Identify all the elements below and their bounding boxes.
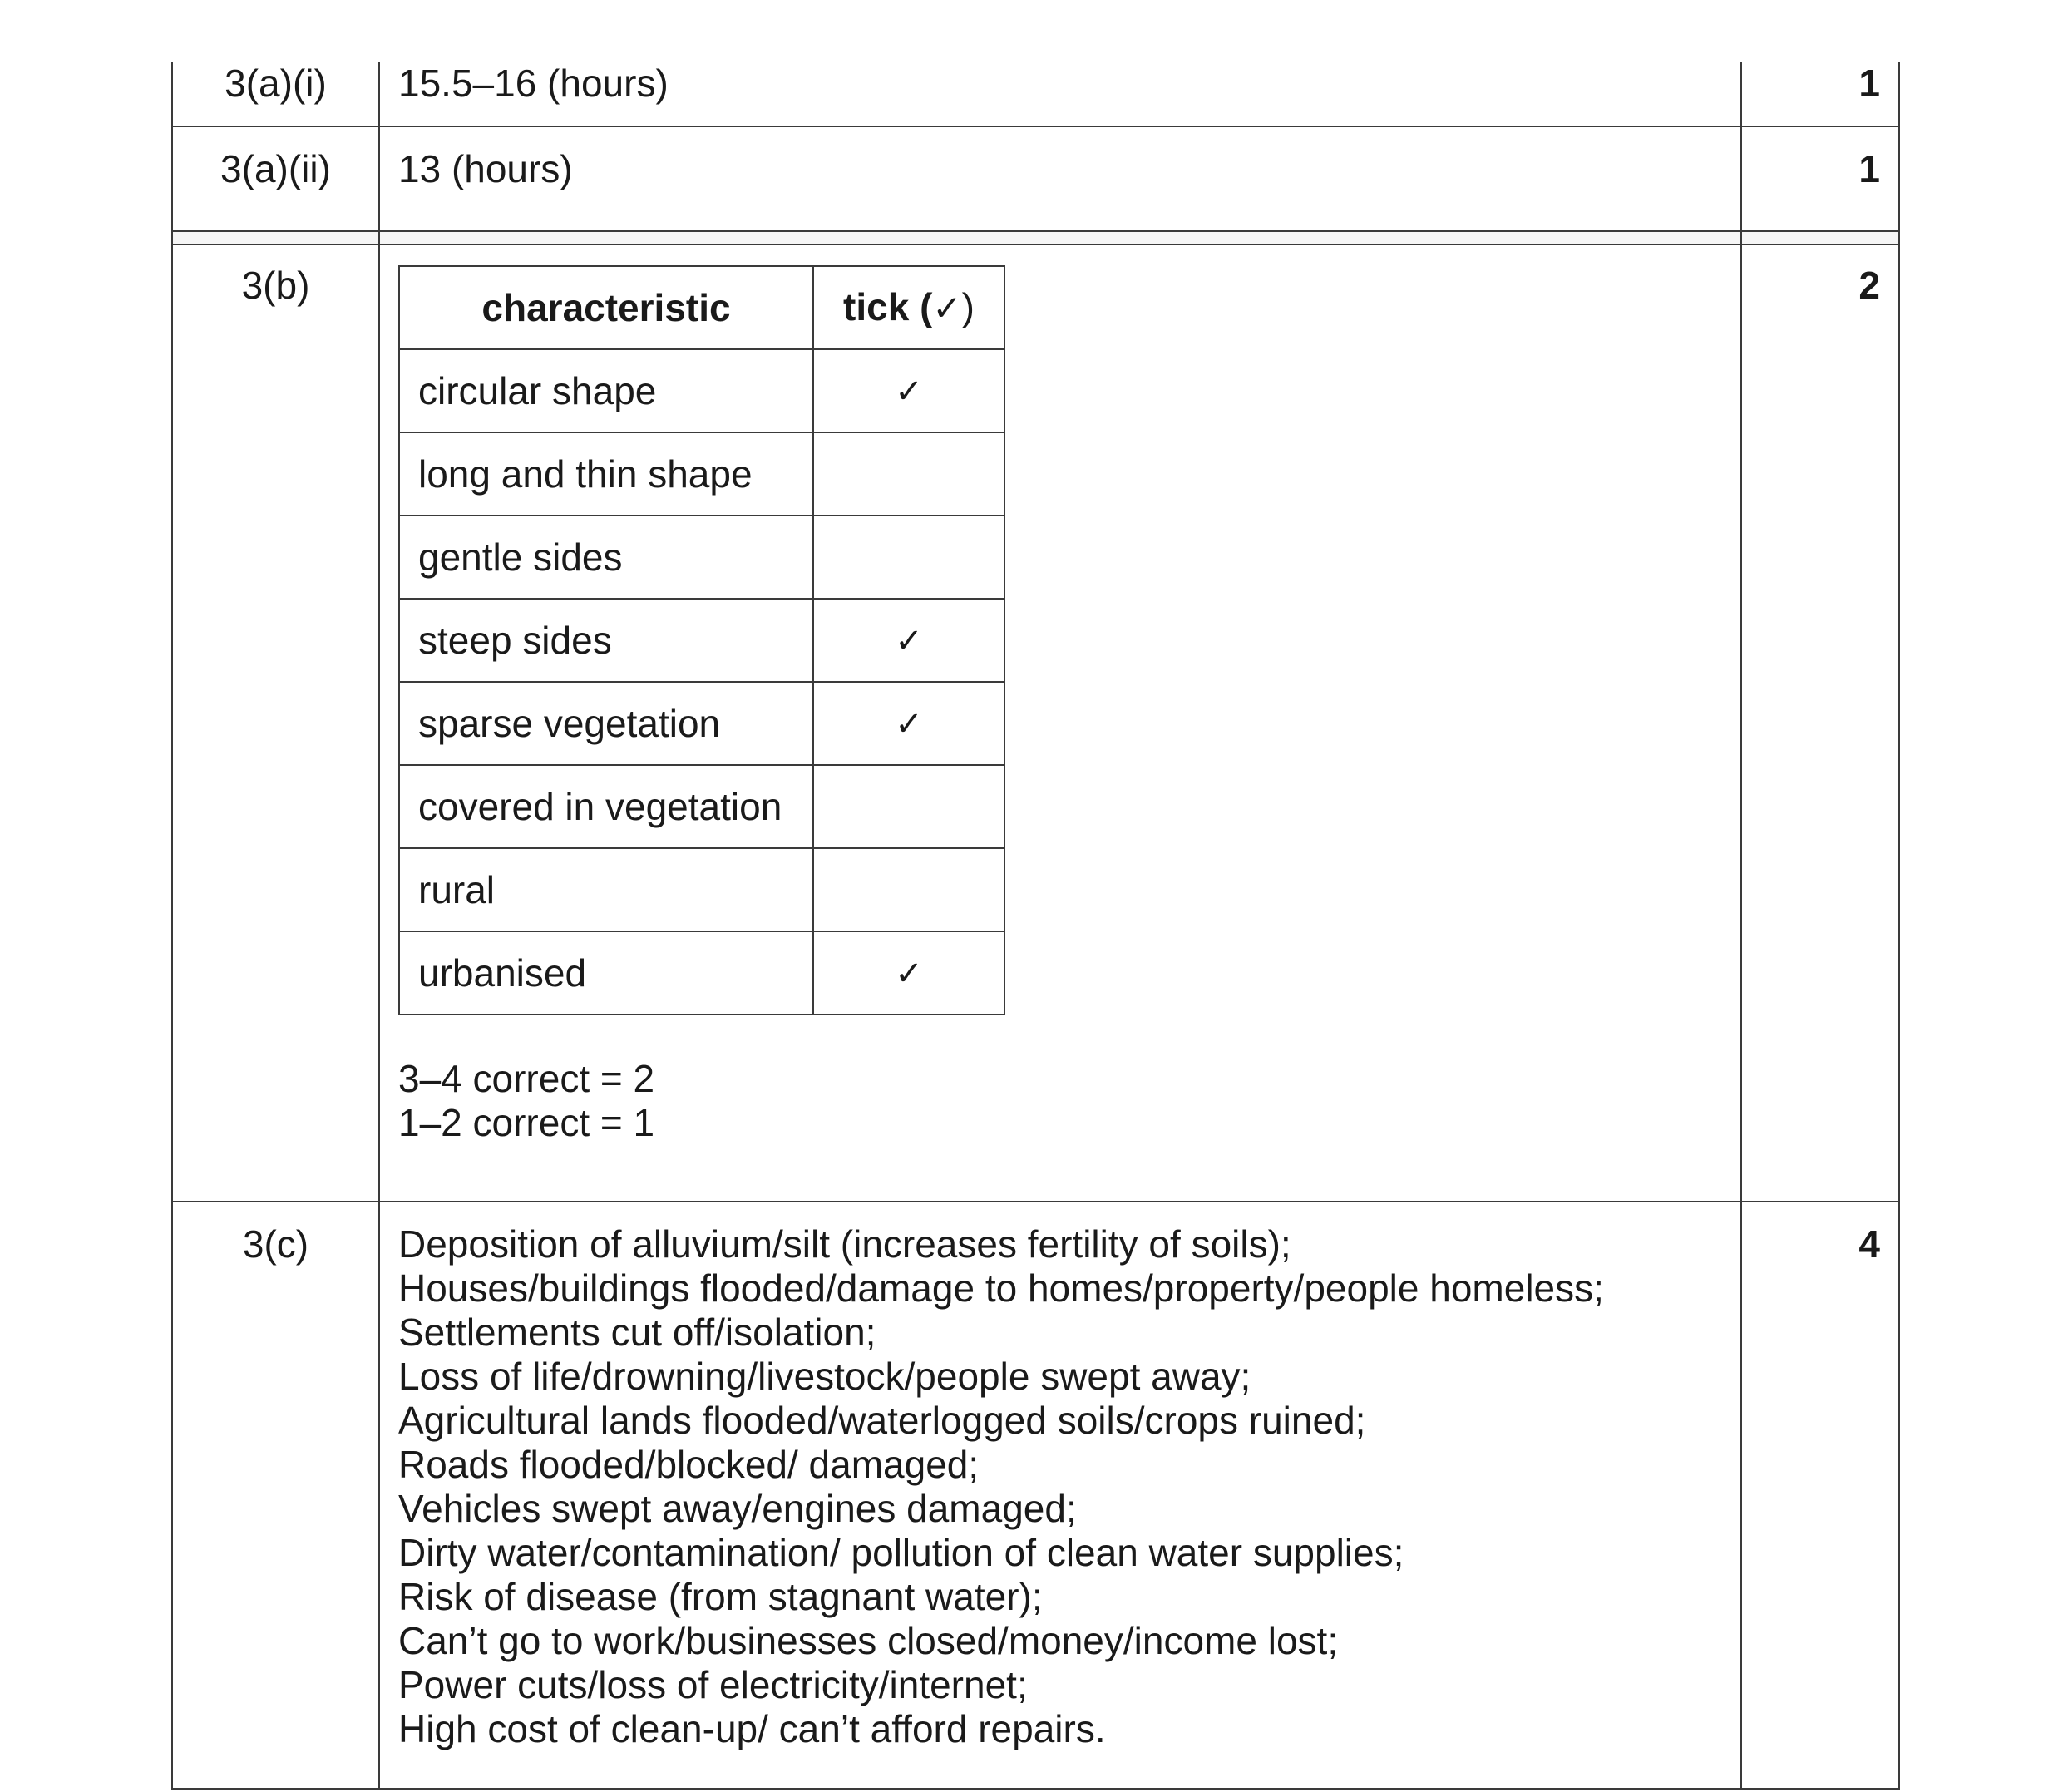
tick-cell <box>813 516 1004 599</box>
mark-scheme-table <box>171 62 1900 1790</box>
mark-row-3b <box>172 244 1899 1202</box>
characteristic-label: covered in vegetation <box>399 765 813 848</box>
answer-text: 13 (hours) <box>379 126 1741 231</box>
answer-line: Can’t go to work/businesses closed/money/income lost; <box>398 1619 1339 1662</box>
answer-line: High cost of clean-up/ can’t afford repairs. <box>398 1707 1106 1750</box>
characteristic-row <box>399 516 1004 599</box>
characteristic-label: steep sides <box>399 599 813 682</box>
question-number: 3(b) <box>172 244 379 1202</box>
marks-value: 1 <box>1741 62 1899 126</box>
characteristic-label: long and thin shape <box>399 432 813 516</box>
tick-header-close: ) <box>961 285 975 328</box>
marks-value: 2 <box>1741 244 1899 1202</box>
answer-line: Agricultural lands flooded/waterlogged soils/crops ruined; <box>398 1399 1366 1442</box>
question-number: 3(c) <box>172 1202 379 1789</box>
characteristic-label: rural <box>399 848 813 931</box>
characteristic-header-row <box>399 266 1004 349</box>
answer-line: Risk of disease (from stagnant water); <box>398 1575 1043 1618</box>
answer-line: Power cuts/loss of electricity/internet; <box>398 1663 1028 1706</box>
characteristic-header: characteristic <box>399 266 813 349</box>
tick-cell <box>813 848 1004 931</box>
characteristic-tick-table <box>398 265 1005 1015</box>
tick-cell <box>813 931 1004 1014</box>
characteristic-row <box>399 848 1004 931</box>
characteristic-row <box>399 931 1004 1014</box>
tick-cell <box>813 599 1004 682</box>
answer-text: 15.5–16 (hours) <box>379 62 1741 126</box>
characteristic-row <box>399 599 1004 682</box>
answer-line: Loss of life/drowning/livestock/people swept away; <box>398 1355 1251 1398</box>
scoring-line: 3–4 correct = 2 <box>398 1057 655 1100</box>
separator-cell <box>172 231 379 244</box>
answer-line: Vehicles swept away/engines damaged; <box>398 1487 1077 1530</box>
answer-cell <box>379 1202 1741 1789</box>
answer-line: Dirty water/contamination/ pollution of clean water supplies; <box>398 1531 1404 1574</box>
separator-cell <box>1741 231 1899 244</box>
separator-cell <box>379 231 1741 244</box>
row-separator <box>172 231 1899 244</box>
tick-cell <box>813 682 1004 765</box>
marks-value: 4 <box>1741 1202 1899 1789</box>
characteristic-row <box>399 432 1004 516</box>
answer-line: Deposition of alluvium/silt (increases fertility of soils); <box>398 1222 1291 1266</box>
checkmark-icon: ✓ <box>895 955 923 993</box>
checkmark-icon: ✓ <box>895 705 923 743</box>
scoring-guidance <box>398 1057 1740 1145</box>
characteristic-row <box>399 765 1004 848</box>
characteristic-label: circular shape <box>399 349 813 432</box>
answer-cell <box>379 244 1741 1202</box>
checkmark-icon: ✓ <box>895 373 923 411</box>
characteristic-row <box>399 682 1004 765</box>
answer-line: Settlements cut off/isolation; <box>398 1311 876 1354</box>
marks-value: 1 <box>1741 126 1899 231</box>
characteristic-row <box>399 349 1004 432</box>
tick-cell <box>813 765 1004 848</box>
tick-cell <box>813 349 1004 432</box>
checkmark-icon: ✓ <box>895 622 923 660</box>
answer-list <box>398 1222 1740 1751</box>
characteristic-label: gentle sides <box>399 516 813 599</box>
mark-row-3a-ii <box>172 126 1899 231</box>
answer-line: Roads flooded/blocked/ damaged; <box>398 1443 980 1486</box>
tick-header <box>813 266 1004 349</box>
scoring-line: 1–2 correct = 1 <box>398 1101 655 1144</box>
tick-cell <box>813 432 1004 516</box>
checkmark-icon: ✓ <box>932 288 962 328</box>
mark-row-3a-i <box>172 62 1899 126</box>
question-number: 3(a)(ii) <box>172 126 379 231</box>
question-number: 3(a)(i) <box>172 62 379 126</box>
tick-header-label: tick ( <box>843 285 933 328</box>
characteristic-label: urbanised <box>399 931 813 1014</box>
characteristic-label: sparse vegetation <box>399 682 813 765</box>
mark-row-3c <box>172 1202 1899 1789</box>
answer-line: Houses/buildings flooded/damage to homes/property/people homeless; <box>398 1266 1604 1310</box>
